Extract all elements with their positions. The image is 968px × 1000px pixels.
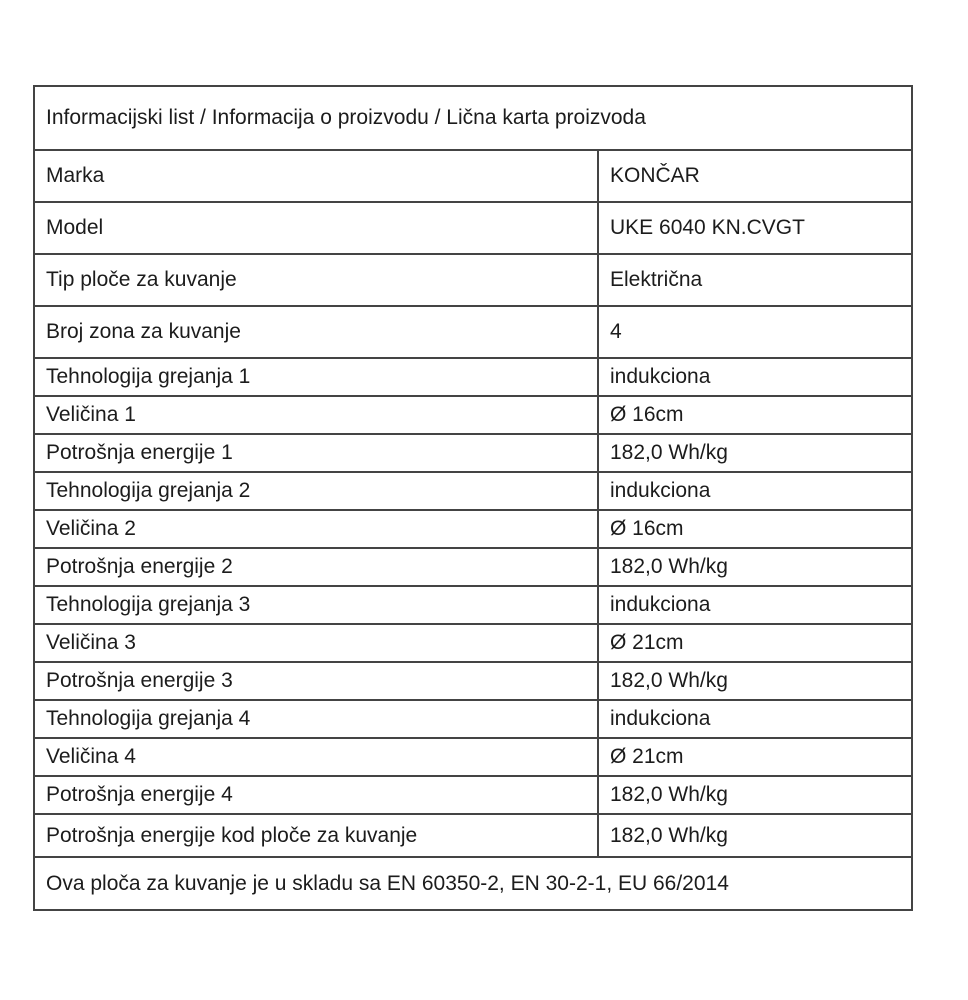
spec-label: Veličina 4 [34,738,598,776]
spec-label: Veličina 2 [34,510,598,548]
footer-section [34,857,912,910]
product-info-table [33,85,913,911]
title-section [34,86,912,150]
footer-row [34,857,912,910]
spec-value: Ø 21cm [598,738,912,776]
spec-label: Tip ploče za kuvanje [34,254,598,306]
table-row [34,472,912,510]
spec-label: Veličina 1 [34,396,598,434]
spec-label: Potrošnja energije 3 [34,662,598,700]
table-row [34,586,912,624]
table-row [34,738,912,776]
spec-label: Potrošnja energije 1 [34,434,598,472]
table-row [34,150,912,202]
spec-value: indukciona [598,700,912,738]
spec-label: Tehnologija grejanja 4 [34,700,598,738]
spec-label: Potrošnja energije 2 [34,548,598,586]
spec-label: Model [34,202,598,254]
table-row [34,814,912,857]
spec-value: indukciona [598,358,912,396]
spec-value: indukciona [598,472,912,510]
spec-rows [34,150,912,857]
spec-value: KONČAR [598,150,912,202]
spec-value: 4 [598,306,912,358]
spec-value: indukciona [598,586,912,624]
spec-label: Tehnologija grejanja 3 [34,586,598,624]
table-row [34,254,912,306]
spec-value: 182,0 Wh/kg [598,548,912,586]
table-row [34,510,912,548]
spec-label: Potrošnja energije 4 [34,776,598,814]
spec-label: Marka [34,150,598,202]
table-row [34,662,912,700]
spec-value: Ø 16cm [598,396,912,434]
table-row [34,202,912,254]
spec-value: Ø 21cm [598,624,912,662]
table-row [34,434,912,472]
compliance-note: Ova ploča za kuvanje je u skladu sa EN 60350-2, EN 30-2-1, EU 66/2014 [34,857,912,910]
table-row [34,306,912,358]
spec-label: Tehnologija grejanja 2 [34,472,598,510]
title-row [34,86,912,150]
spec-label: Broj zona za kuvanje [34,306,598,358]
spec-label: Potrošnja energije kod ploče za kuvanje [34,814,598,857]
spec-value: 182,0 Wh/kg [598,814,912,857]
spec-label: Tehnologija grejanja 1 [34,358,598,396]
table-row [34,700,912,738]
spec-value: 182,0 Wh/kg [598,434,912,472]
table-row [34,776,912,814]
spec-value: 182,0 Wh/kg [598,776,912,814]
table-row [34,358,912,396]
table-row [34,624,912,662]
table-row [34,548,912,586]
table-title: Informacijski list / Informacija o proizvodu / Lična karta proizvoda [34,86,912,150]
spec-value: UKE 6040 KN.CVGT [598,202,912,254]
spec-value: Ø 16cm [598,510,912,548]
spec-value: 182,0 Wh/kg [598,662,912,700]
spec-value: Električna [598,254,912,306]
spec-label: Veličina 3 [34,624,598,662]
table-row [34,396,912,434]
